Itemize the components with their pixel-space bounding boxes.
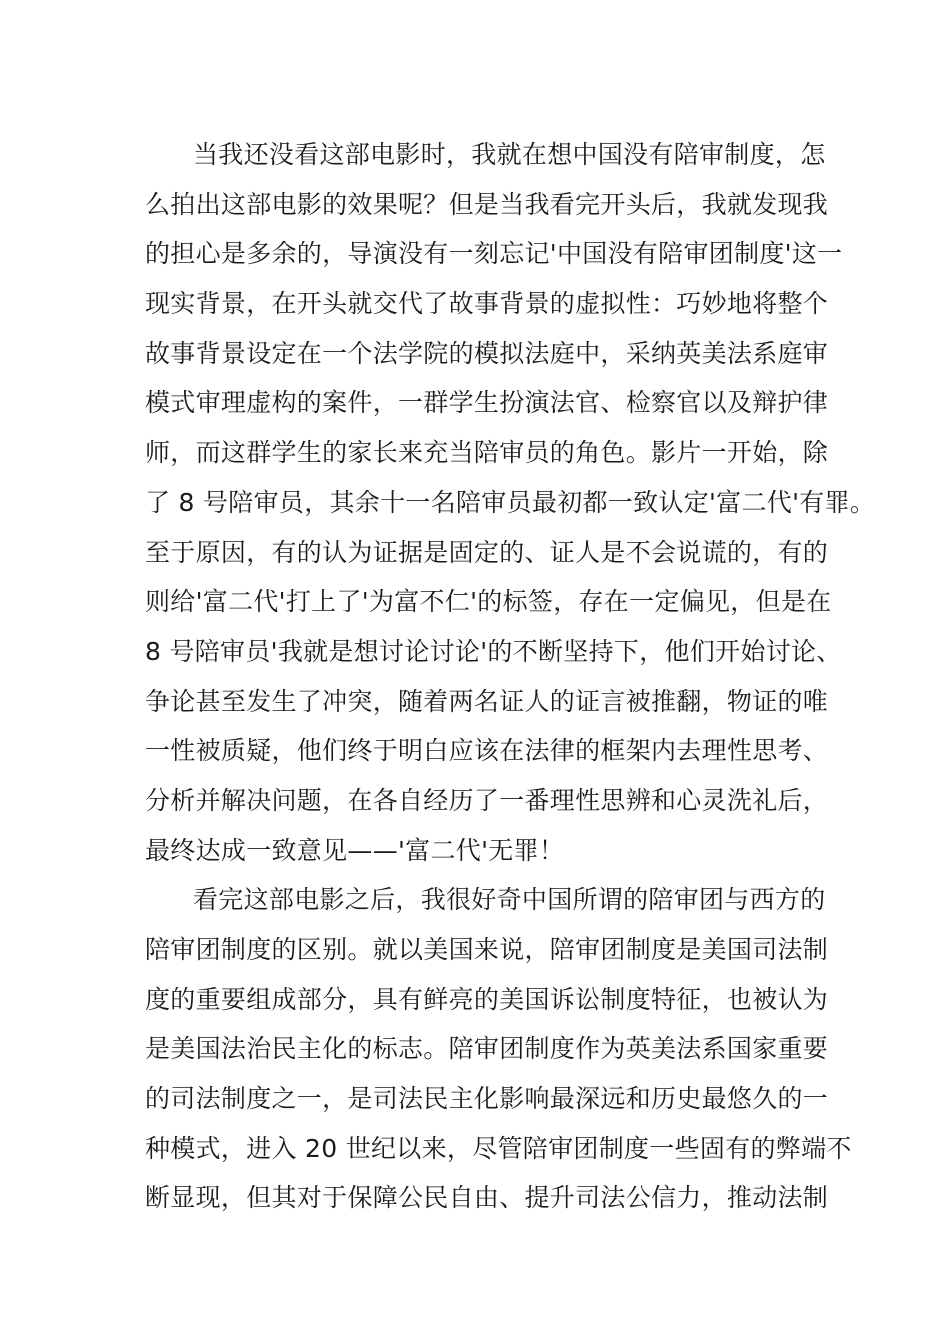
paragraph-2-line-7: 断显现，但其对于保障公民自由、提升司法公信力，推动法制: [145, 1183, 829, 1213]
paragraph-1-line-6: 模式审理虚构的案件，一群学生扮演法官、检察官以及辩护律: [145, 388, 829, 418]
paragraph-1-line-3: 的担心是多余的，导演没有一刻忘记'中国没有陪审团制度'这一: [145, 239, 843, 269]
paragraph-1-line-11: 8 号陪审员'我就是想讨论讨论'的不断坚持下，他们开始讨论、: [145, 636, 842, 666]
paragraph-1-line-9: 至于原因，有的认为证据是固定的、证人是不会说谎的，有的: [145, 537, 829, 567]
paragraph-1-line-8: 了 8 号陪审员，其余十一名陪审员最初都一致认定'富二代'有罪。: [145, 487, 876, 517]
paragraph-1-line-4: 现实背景，在开头就交代了故事背景的虚拟性：巧妙地将整个: [145, 289, 829, 319]
paragraph-1-line-7: 师，而这群学生的家长来充当陪审员的角色。影片一开始，除: [145, 438, 829, 468]
paragraph-1-line-12: 争论甚至发生了冲突，随着两名证人的证言被推翻，物证的唯: [145, 686, 829, 716]
paragraph-2-line-1: 看完这部电影之后，我很好奇中国所谓的陪审团与西方的: [193, 885, 826, 915]
paragraph-2-line-6: 种模式，进入 20 世纪以来，尽管陪审团制度一些固有的弊端不: [145, 1133, 852, 1163]
paragraph-1-line-15: 最终达成一致意见——'富二代'无罪！: [145, 835, 565, 865]
paragraph-1-line-13: 一性被质疑，他们终于明白应该在法律的框架内去理性思考、: [145, 736, 829, 766]
paragraph-2-line-3: 度的重要组成部分，具有鲜亮的美国诉讼制度特征，也被认为: [145, 984, 829, 1014]
paragraph-1-line-2: 么拍出这部电影的效果呢？但是当我看完开头后，我就发现我: [145, 189, 829, 219]
paragraph-2-line-5: 的司法制度之一，是司法民主化影响最深远和历史最悠久的一: [145, 1084, 829, 1114]
paragraph-1-line-10: 则给'富二代'打上了'为富不仁'的标签，存在一定偏见，但是在: [145, 587, 832, 617]
paragraph-1-line-1: 当我还没看这部电影时，我就在想中国没有陪审制度，怎: [193, 140, 826, 169]
body-text: [145, 130, 876, 1223]
paragraph-1-line-14: 分析并解决问题，在各自经历了一番理性思辨和心灵洗礼后，: [145, 785, 829, 815]
paragraph-2-line-4: 是美国法治民主化的标志。陪审团制度作为英美法系国家重要: [145, 1034, 829, 1064]
paragraph-1-line-5: 故事背景设定在一个法学院的模拟法庭中，采纳英美法系庭审: [145, 338, 829, 368]
paragraph-2-line-2: 陪审团制度的区别。就以美国来说，陪审团制度是美国司法制: [145, 935, 829, 964]
